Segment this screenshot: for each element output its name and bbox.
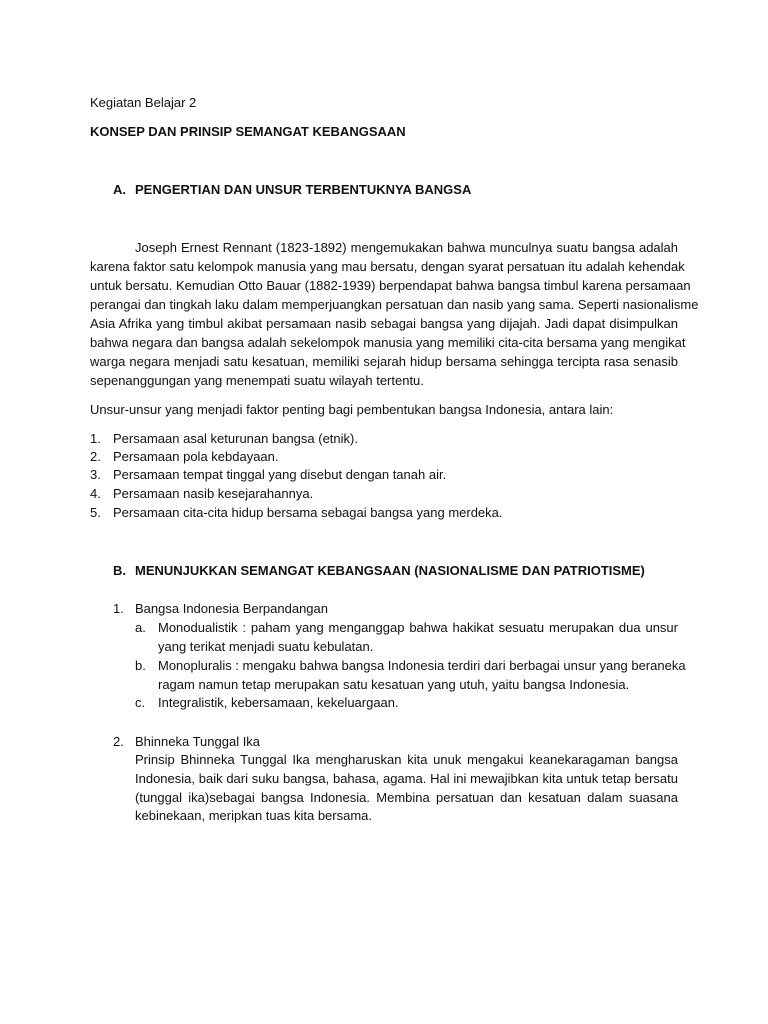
list-number: 2. [90,449,101,464]
list-text: Persamaan cita-cita hidup bersama sebagai bangsa yang merdeka. [113,505,503,520]
sub-text-line: ragam namun tetap merupakan satu kesatuan yang utuh, yaitu bangsa Indonesia. [158,677,630,692]
paragraph-line: karena faktor satu kelompok manusia yang mau bersatu, dengan syarat persatuan itu adalah kehendak [90,259,685,274]
sub-letter: a. [135,620,146,635]
kegiatan-label: Kegiatan Belajar 2 [90,95,197,110]
item-text-line: (tunggal ika)sebagai bangsa Indonesia. Membina persatuan dan kesatuan dalam suasana [135,790,678,805]
document-title: KONSEP DAN PRINSIP SEMANGAT KEBANGSAAN [90,124,406,139]
paragraph-line: untuk bersatu. Kemudian Otto Bauar (1882-1939) berpendapat bahwa bangsa timbul karena persamaan [90,278,691,293]
sub-text-line: Monodualistik : paham yang menganggap bahwa hakikat sesuatu merupakan dua unsur [158,620,678,635]
section-a-heading: PENGERTIAN DAN UNSUR TERBENTUKNYA BANGSA [135,182,472,197]
paragraph-line: Asia Afrika yang timbul akibat persamaan nasib sebagai bangsa yang dijajah. Jadi dapat disimpulkan [90,316,678,331]
list-text: Persamaan pola kebdayaan. [113,449,279,464]
item-text-line: Prinsip Bhinneka Tunggal Ika mengharuskan kita unuk mengakui keanekaragaman bangsa [135,752,678,767]
paragraph-line: perangai dan tingkah laku dalam memperjuangkan persatuan dan nasib yang sama. Seperti nasionalisme [90,297,699,312]
sub-text-line: Monopluralis : mengaku bahwa bangsa Indonesia terdiri dari berbagai unsur yang beraneka [158,658,686,673]
item-title: Bhinneka Tunggal Ika [135,734,261,749]
list-text: Persamaan tempat tinggal yang disebut dengan tanah air. [113,467,447,482]
item-title: Bangsa Indonesia Berpandangan [135,601,328,616]
sub-letter: c. [135,695,146,710]
list-text: Persamaan asal keturunan bangsa (etnik). [113,431,358,446]
list-text: Persamaan nasib kesejarahannya. [113,486,314,501]
list-number: 3. [90,467,101,482]
item-number: 1. [113,601,124,616]
sub-text-line: yang terikat menjadi suatu kebulatan. [158,639,374,654]
item-number: 2. [113,734,124,749]
item-text-line: Indonesia, baik dari suku bangsa, bahasa, agama. Hal ini mewajibkan kita untuk tetap bersatu [135,771,678,786]
unsur-intro: Unsur-unsur yang menjadi faktor penting bagi pembentukan bangsa Indonesia, antara lain: [90,402,614,417]
section-b-heading: MENUNJUKKAN SEMANGAT KEBANGSAAN (NASIONALISME DAN PATRIOTISME) [135,563,645,578]
list-number: 5. [90,505,101,520]
section-a-marker: A. [113,182,126,197]
list-number: 4. [90,486,101,501]
list-number: 1. [90,431,101,446]
paragraph-line: warga negara menjadi satu kesatuan, memiliki sejarah hidup bersama sehingga tercipta rasa senasib [90,354,678,369]
sub-text-line: Integralistik, kebersamaan, kekeluargaan. [158,695,399,710]
section-b-marker: B. [113,563,126,578]
sub-letter: b. [135,658,146,673]
paragraph-line: bahwa negara dan bangsa adalah sekelompok manusia yang memiliki cita-cita bersama yang mengikat [90,335,686,350]
item-text-line: kebinekaan, meripkan tuas kita bersama. [135,808,373,823]
paragraph-line: sepenanggungan yang menempati suatu wilayah tertentu. [90,373,424,388]
paragraph-line: Joseph Ernest Rennant (1823-1892) mengemukakan bahwa munculnya suatu bangsa adalah [135,240,678,255]
